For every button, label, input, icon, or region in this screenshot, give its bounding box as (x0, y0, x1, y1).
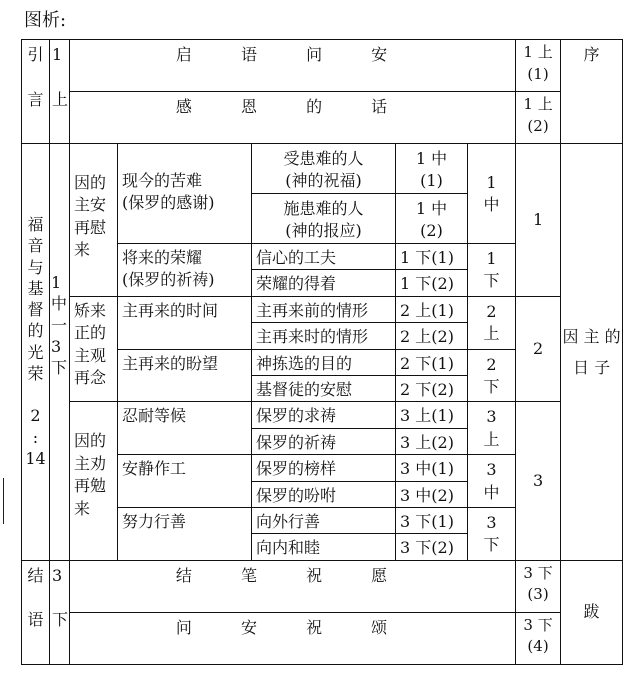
section2-item3-ref: 2 下(1) (396, 349, 468, 375)
thanks-title: 感 恩 的 话 (70, 92, 516, 144)
section3-label: 因的 主劝 再勉 来 (70, 402, 118, 560)
section1-item2: 施患难的人 (神的报应) (252, 194, 396, 244)
preface-label: 序 (561, 40, 623, 144)
section1-item1-ref: 1 中 (1) (396, 144, 468, 194)
section2-label: 矫来 正的 主观 再念 (70, 296, 118, 402)
body-theme: 因 主 的 日 子 (561, 144, 623, 561)
section3-sub3: 努力行善 (118, 507, 252, 560)
section3-item4-ref: 3 中(2) (396, 481, 468, 507)
section2-item4-ref: 2 下(2) (396, 375, 468, 401)
conclusion-label: 结 语 (22, 560, 50, 664)
farewell-title: 问 安 祝 颂 (70, 612, 516, 664)
section3-item6-ref: 3 下(2) (396, 534, 468, 560)
section1-mid1: 1 中 (468, 144, 516, 244)
section1-sub1: 现今的苦难 (保罗的感谢) (118, 144, 252, 244)
thanks-ref: 1 上 (2) (516, 92, 561, 144)
body-ref: 1 中 一 3 下 (50, 144, 70, 561)
section2-mid2: 2 下 (468, 349, 516, 402)
section1-item3: 信心的工夫 (252, 244, 396, 270)
section3-mid1: 3 上 (468, 402, 516, 455)
section3-item4: 保罗的吩咐 (252, 481, 396, 507)
section3-item1: 保罗的求祷 (252, 402, 396, 428)
section2-big: 2 (516, 296, 561, 402)
closing-wish-ref: 3 下 (3) (516, 560, 561, 612)
section1-item3-ref: 1 下(1) (396, 244, 468, 270)
section3-item2: 保罗的祈祷 (252, 428, 396, 454)
section3-item5: 向外行善 (252, 507, 396, 533)
section3-item2-ref: 3 上(2) (396, 428, 468, 454)
section2-item1-ref: 2 上(1) (396, 296, 468, 322)
section3-item3: 保罗的榜样 (252, 455, 396, 481)
section3-item6: 向内和睦 (252, 534, 396, 560)
section2-sub2: 主再来的盼望 (118, 349, 252, 402)
section1-item4: 荣耀的得着 (252, 270, 396, 296)
greeting-title: 启 语 问 安 (70, 40, 516, 92)
body-label: 福 音 与 基 督 的 光 荣 2 : 14 (22, 144, 50, 561)
section1-item1: 受患难的人 (神的祝福) (252, 144, 396, 194)
section2-item2: 主再来时的情形 (252, 323, 396, 349)
section3-sub1: 忍耐等候 (118, 402, 252, 455)
section3-mid2: 3 中 (468, 455, 516, 508)
section3-item5-ref: 3 下(1) (396, 507, 468, 533)
postscript-label: 跋 (561, 560, 623, 664)
section1-item4-ref: 1 下(2) (396, 270, 468, 296)
section3-item3-ref: 3 中(1) (396, 455, 468, 481)
conclusion-ref: 3 下 (50, 560, 70, 664)
section1-sub2: 将来的荣耀 (保罗的祈祷) (118, 244, 252, 297)
section1-big: 1 (516, 144, 561, 297)
greeting-ref: 1 上 (1) (516, 40, 561, 92)
section1-item2-ref: 1 中 (2) (396, 194, 468, 244)
section2-item4: 基督徒的安慰 (252, 375, 396, 401)
closing-wish-title: 结 笔 祝 愿 (70, 560, 516, 612)
section1-label: 因的 主安 再慰 来 (70, 144, 118, 297)
section2-item1: 主再来前的情形 (252, 296, 396, 322)
section3-sub2: 安静作工 (118, 455, 252, 508)
intro-ref: 1 上 (50, 40, 70, 144)
intro-label: 引 言 (22, 40, 50, 144)
section3-big: 3 (516, 402, 561, 560)
outline-table (21, 39, 623, 665)
section3-mid3: 3 下 (468, 507, 516, 560)
section1-mid2: 1 下 (468, 244, 516, 297)
caption: 图析: (24, 10, 67, 31)
farewell-ref: 3 下 (4) (516, 612, 561, 664)
section2-item3: 神拣选的目的 (252, 349, 396, 375)
section3-item1-ref: 3 上(1) (396, 402, 468, 428)
margin-mark (3, 478, 4, 524)
section2-item2-ref: 2 上(2) (396, 323, 468, 349)
section2-mid1: 2 上 (468, 296, 516, 349)
section2-sub1: 主再来的时间 (118, 296, 252, 349)
